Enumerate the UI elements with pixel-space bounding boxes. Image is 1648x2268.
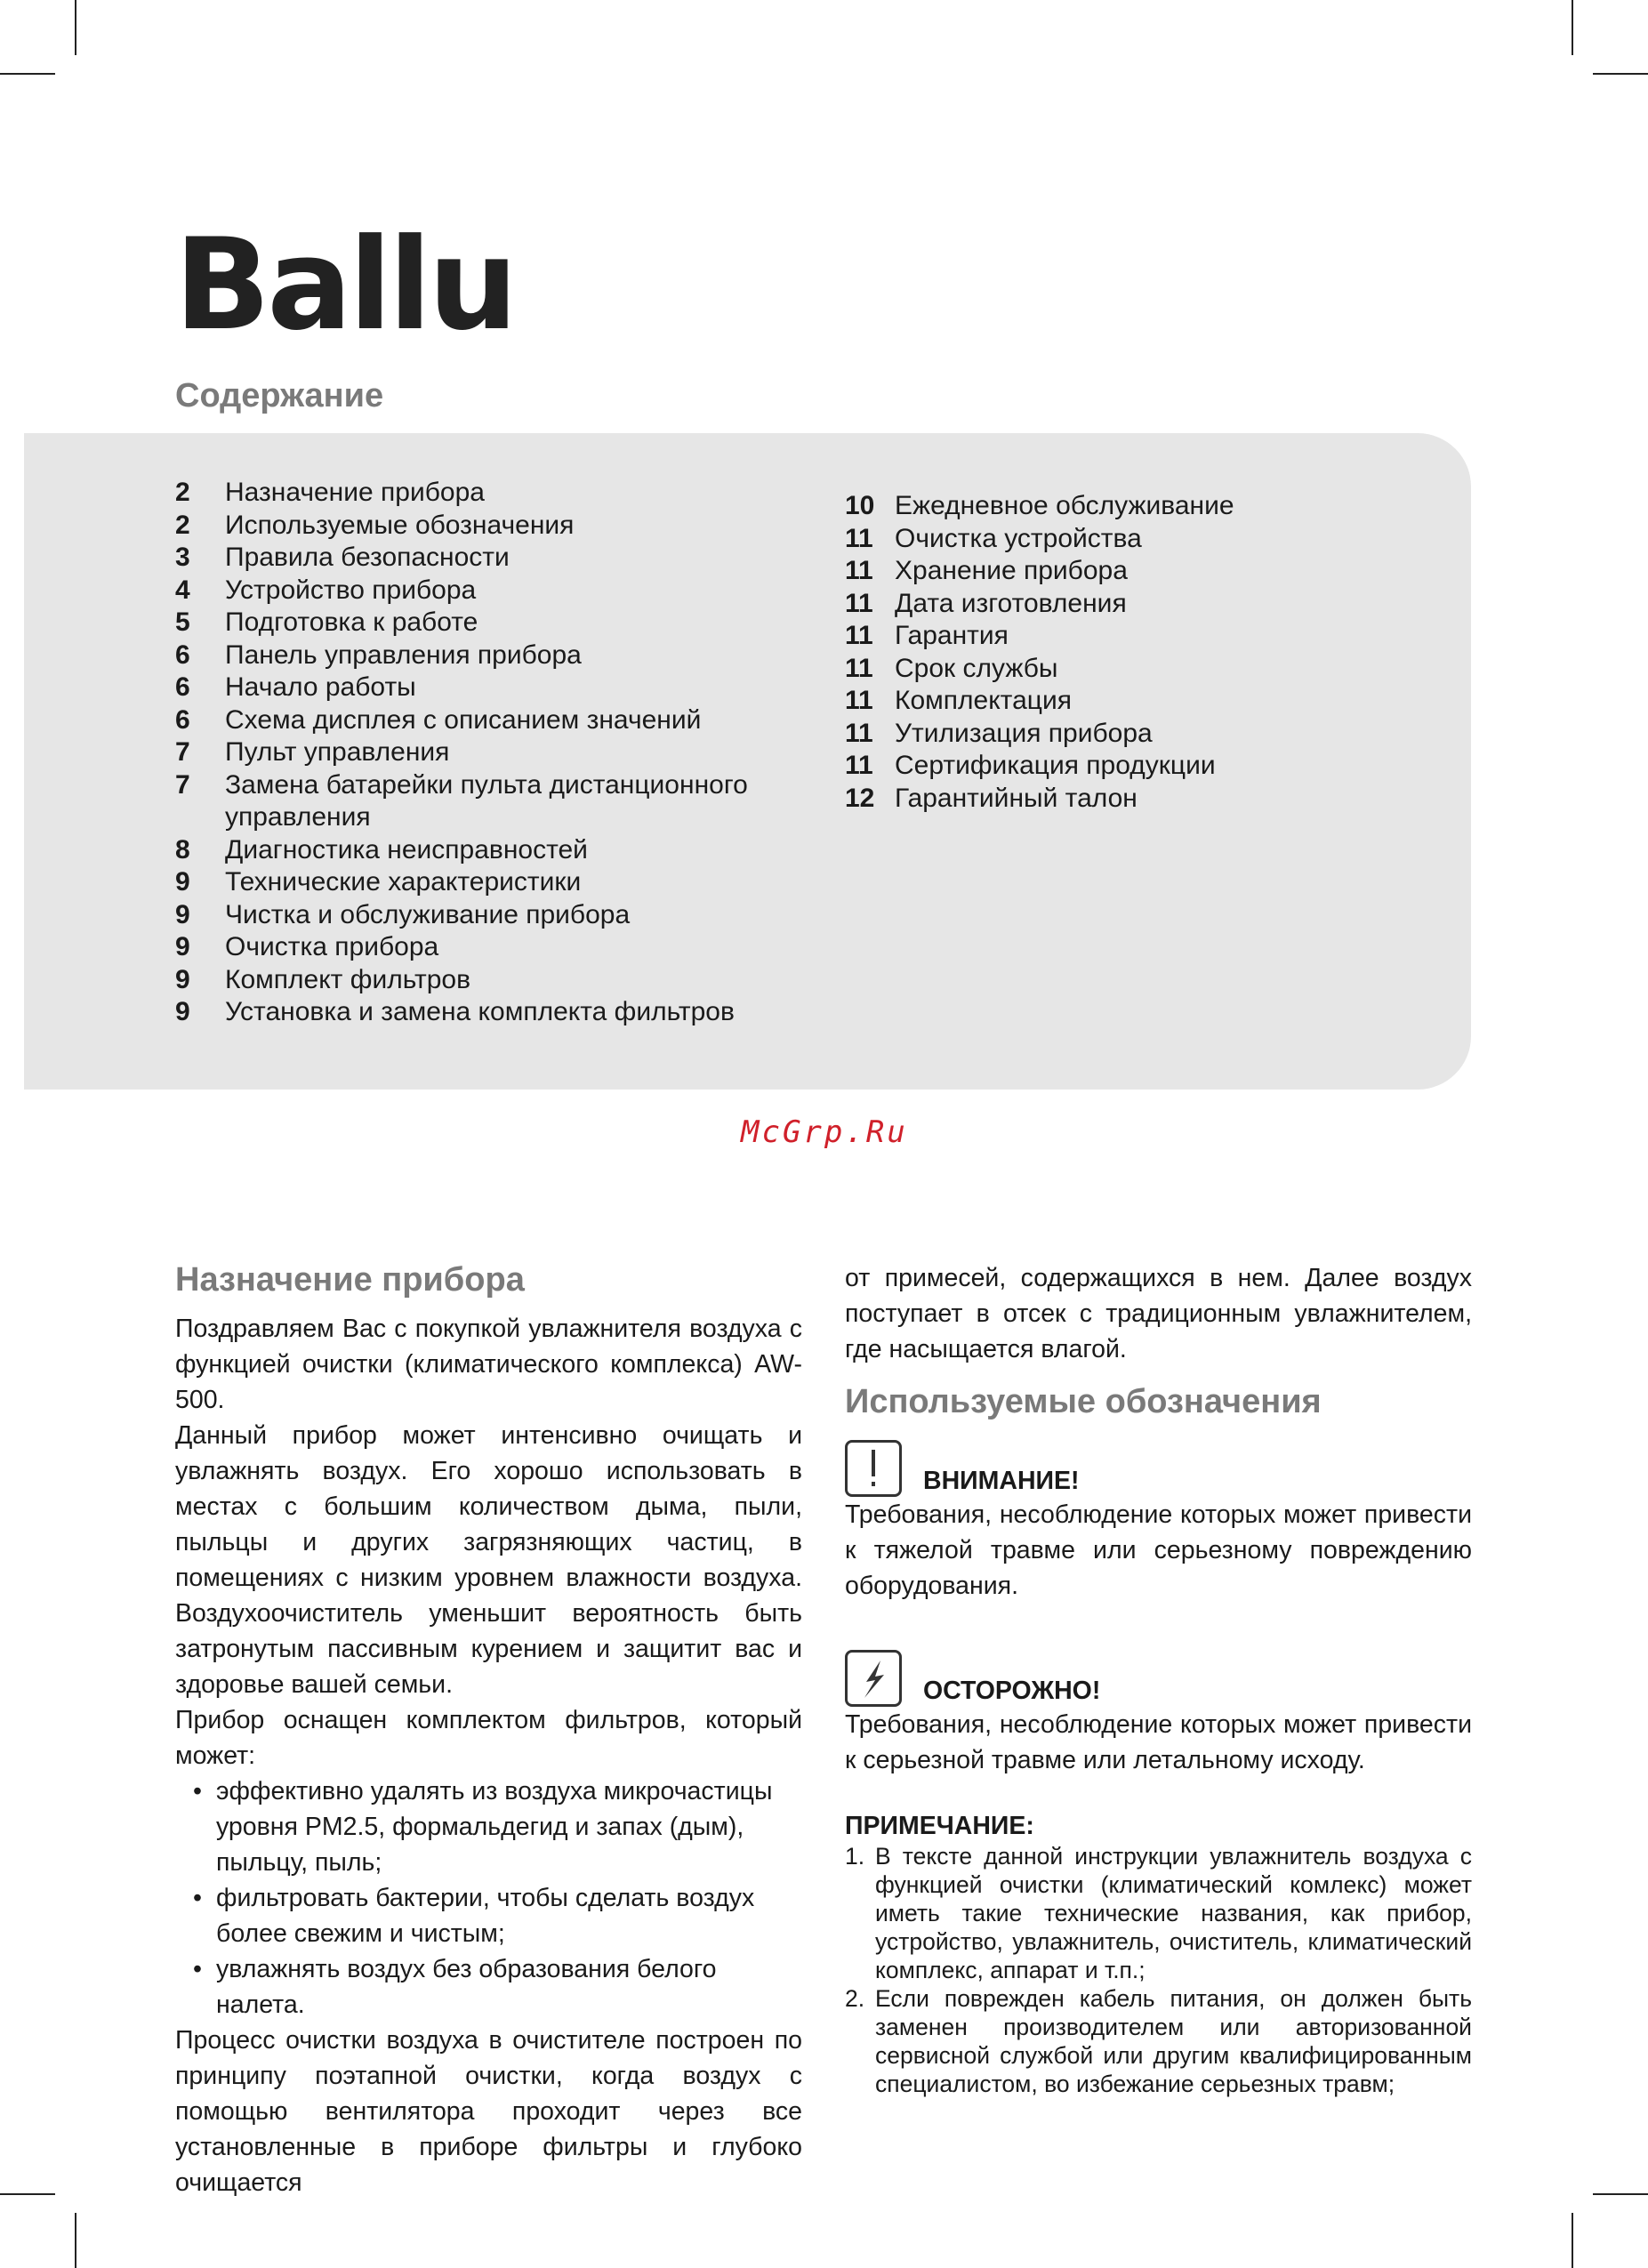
toc-page-number: 8 <box>175 834 190 865</box>
toc-entry-label: Назначение прибора <box>225 478 485 507</box>
toc-entry-label: Начало работы <box>225 672 416 702</box>
toc-entry[interactable] <box>175 866 824 899</box>
list-item: • фильтровать бактерии, чтобы сделать воздух более свежим и чистым; <box>216 1880 802 1951</box>
toc-page-number: 11 <box>845 751 873 780</box>
toc-page-number: 5 <box>175 607 190 637</box>
toc-entry[interactable] <box>175 736 824 769</box>
toc-page-number: 11 <box>845 588 873 618</box>
attention-text: Требования, несоблюдение которых может привести к тяжелой травме или серьезному повреждению оборудования. <box>845 1500 1472 1600</box>
toc-entry-label: Пульт управления <box>225 737 450 767</box>
toc-entry-label: Подготовка к работе <box>225 607 478 637</box>
purpose-heading: Назначение прибора <box>175 1261 525 1299</box>
toc-entry[interactable] <box>175 510 824 543</box>
toc-entry-label: Очистка прибора <box>225 932 439 961</box>
toc-entry[interactable] <box>175 639 824 672</box>
toc-entry-label: Чистка и обслуживание прибора <box>225 899 631 929</box>
filter-capabilities-list <box>175 1773 802 2023</box>
note-number: 1. <box>845 1843 865 1870</box>
toc-entry-label: Установка и замена комплекта фильтров <box>225 997 735 1026</box>
list-item: • увлажнять воздух без образования белого налета. <box>216 1951 802 2023</box>
toc-page-number: 11 <box>845 718 873 748</box>
toc-entry-label: Правила безопасности <box>225 543 510 572</box>
toc-page-number: 9 <box>175 964 190 994</box>
toc-entry[interactable] <box>845 685 1467 718</box>
toc-entry-label: Срок службы <box>895 653 1058 683</box>
purpose-paragraph: Процесс очистки воздуха в очистителе построен по принципу поэтапной очистки, когда воздух с помощью вентилятора проходит через все установленные в приборе фильтры и глубоко очищается <box>175 2026 802 2197</box>
toc-page-number: 10 <box>845 491 875 520</box>
notes-list <box>845 1842 1472 2098</box>
toc-entry[interactable] <box>845 523 1467 556</box>
crop-mark <box>1593 73 1648 75</box>
note-item <box>845 1984 1472 2098</box>
toc-page-number: 11 <box>845 686 873 715</box>
toc-entry[interactable] <box>845 620 1467 653</box>
toc-page-number: 11 <box>845 523 873 553</box>
toc-title: Содержание <box>175 377 384 414</box>
watermark: McGrp.Ru <box>741 1114 908 1150</box>
lightning-icon <box>845 1650 902 1707</box>
toc-entry[interactable] <box>175 672 824 704</box>
toc-entry[interactable] <box>175 607 824 639</box>
brand-logo: Ballu <box>174 212 515 358</box>
note-text: Если поврежден кабель питания, он должен быть заменен производителем или авторизованной сервисной службой или другим квалифицированным специалистом, во избежание серьезных травм; <box>875 1985 1472 2097</box>
toc-page-number: 9 <box>175 932 190 961</box>
purpose-paragraph: Поздравляем Вас с покупкой увлажнителя воздуха с функцией очистки (климатического комплекса) AW-500. <box>175 1315 802 1414</box>
list-item: • эффективно удалять из воздуха микрочастицы уровня PM2.5, формальдегид и запах (дым), пыльцу, пыль; <box>216 1773 802 1880</box>
toc-page-number: 7 <box>175 769 190 800</box>
toc-entry[interactable] <box>175 931 824 964</box>
toc-page-number: 2 <box>175 510 190 540</box>
toc-entry[interactable] <box>845 653 1467 686</box>
toc-entry-label: Устройство прибора <box>225 575 477 605</box>
purpose-paragraph: Данный прибор может интенсивно очищать и увлажнять воздух. Его хорошо использовать в местах с большим количеством дыма, пыли, пыльцы и других загрязняющих частиц, в помещениях с низким уровнем влажности воздуха. Воздухоочиститель уменьшит вероятность быть затронутым пассивным курением и защитит вас и здоровье вашей семьи. <box>175 1421 802 1699</box>
toc-entry[interactable] <box>845 490 1467 523</box>
toc-entry[interactable] <box>845 783 1467 816</box>
toc-entry[interactable] <box>175 704 824 737</box>
toc-page-number: 11 <box>845 621 873 650</box>
crop-mark <box>75 0 76 55</box>
toc-entry[interactable] <box>175 575 824 607</box>
toc-entry-label: Диагностика неисправностей <box>225 834 588 865</box>
toc-entry-label: Схема дисплея с описанием значений <box>225 704 702 735</box>
note-title: ПРИМЕЧАНИЕ: <box>845 1812 1034 1840</box>
toc-entry-label: Панель управления прибора <box>225 639 582 670</box>
toc-entry[interactable] <box>175 542 824 575</box>
toc-entry-label: Комплектация <box>895 686 1072 715</box>
toc-page-number: 3 <box>175 543 190 572</box>
caution-text: Требования, несоблюдение которых может привести к серьезной травме или летальному исходу. <box>845 1710 1472 1774</box>
toc-entry[interactable] <box>175 834 824 867</box>
toc-entry-label: Замена батарейки пульта дистанционного управления <box>225 769 748 832</box>
note-number: 2. <box>845 1985 865 2012</box>
caution-title: ОСТОРОЖНО! <box>923 1677 1101 1705</box>
toc-entry-label: Технические характеристики <box>225 867 582 897</box>
caution-notice <box>845 1643 1472 1778</box>
toc-entry-label: Гарантия <box>895 621 1009 650</box>
crop-mark <box>1593 2193 1648 2195</box>
toc-right-column <box>845 490 1467 815</box>
purpose-paragraph-continued: от примесей, содержащихся в нем. Далее воздух поступает в отсек с традиционным увлажнителем, где насыщается влагой. <box>845 1264 1472 1363</box>
toc-entry-label: Сертификация продукции <box>895 751 1216 780</box>
toc-entry[interactable] <box>845 588 1467 621</box>
toc-page-number: 6 <box>175 639 190 670</box>
toc-entry-label: Утилизация прибора <box>895 718 1153 748</box>
toc-page-number: 4 <box>175 575 190 605</box>
crop-mark <box>1572 0 1573 55</box>
attention-notice <box>845 1433 1472 1604</box>
purpose-paragraph: Прибор оснащен комплектом фильтров, который может: <box>175 1706 802 1770</box>
toc-page-number: 12 <box>845 783 875 813</box>
toc-page-number: 2 <box>175 478 190 507</box>
toc-page-number: 9 <box>175 899 190 929</box>
toc-entry[interactable] <box>175 477 824 510</box>
toc-entry-label: Хранение прибора <box>895 556 1128 585</box>
toc-page-number: 9 <box>175 997 190 1026</box>
toc-entry-label: Ежедневное обслуживание <box>895 491 1234 520</box>
crop-mark <box>0 73 55 75</box>
exclamation-icon <box>845 1440 902 1497</box>
toc-entry-label: Используемые обозначения <box>225 510 575 540</box>
toc-entry[interactable] <box>175 996 824 1029</box>
right-column <box>845 1260 1472 2098</box>
toc-entry-label: Очистка устройства <box>895 523 1142 553</box>
toc-entry[interactable] <box>845 750 1467 783</box>
toc-entry-label: Гарантийный талон <box>895 783 1138 813</box>
note-text: В тексте данной инструкции увлажнитель воздуха с функцией очистки (климатический комлекс) может иметь такие технические названия, как прибор, устройство, увлажнитель, очиститель, климатический комплекс, аппарат и т.п.; <box>875 1843 1472 1983</box>
crop-mark <box>0 2193 55 2195</box>
toc-entry[interactable] <box>175 769 824 834</box>
toc-entry[interactable] <box>845 718 1467 751</box>
toc-entry[interactable] <box>175 899 824 932</box>
toc-entry-label: Комплект фильтров <box>225 964 471 994</box>
toc-page-number: 9 <box>175 867 190 897</box>
attention-title: ВНИМАНИЕ! <box>923 1467 1080 1495</box>
toc-entry[interactable] <box>175 964 824 997</box>
toc-page-number: 7 <box>175 737 190 767</box>
toc-page-number: 11 <box>845 653 873 683</box>
toc-page-number: 11 <box>845 556 873 585</box>
symbols-heading: Используемые обозначения <box>845 1383 1322 1420</box>
purpose-section <box>175 1258 802 2200</box>
toc-page-number: 6 <box>175 672 190 702</box>
toc-entry[interactable] <box>845 555 1467 588</box>
toc-left-column <box>175 477 824 1029</box>
toc-page-number: 6 <box>175 704 190 735</box>
crop-mark <box>75 2213 76 2268</box>
note-item <box>845 1842 1472 1984</box>
crop-mark <box>1572 2213 1573 2268</box>
toc-entry-label: Дата изготовления <box>895 588 1127 618</box>
